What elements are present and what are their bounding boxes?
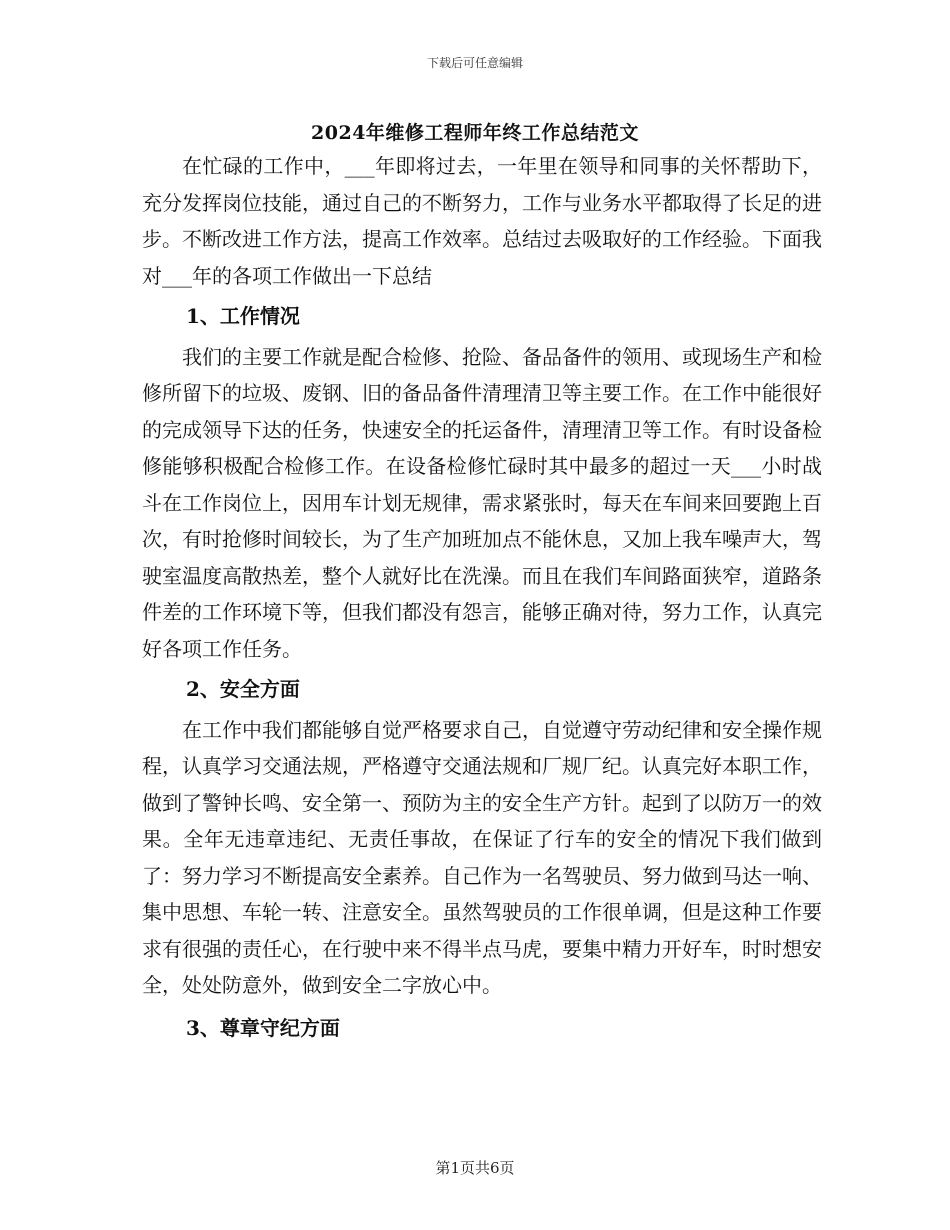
section-heading-discipline: 3、尊章守纪方面 <box>186 1015 340 1040</box>
section-heading-work: 1、工作情况 <box>186 304 300 328</box>
section-body-safety: 在工作中我们都能够自觉严格要求自己，自觉遵守劳动纪律和安全操作规程，认真学习交通法规，严格遵守交通法规和厂规厂纪。认真完好本职工作，做到了警钟长鸣、安全第一、预防为主的安全生产方针。起到了以防万一的效果。全年无违章违纪、无责任事故，在保证了行车的安全的情况下我们做到了：努力学习不断提高安全素养。自己作为一名驾驶员、努力做到马达一响、集中思想、车轮一转、注意安全。虽然驾驶员的工作很单调，但是这种工作要求有很强的责任心，在行驶中来不得半点马虎，要集中精力开好车，时时想安全，处处防意外，做到安全二字放心中。 <box>142 717 822 997</box>
page-number: 第1页共6页 <box>435 1159 515 1177</box>
intro-paragraph: 在忙碌的工作中，___年即将过去，一年里在领导和同事的关怀帮助下，充分发挥岗位技能，通过自己的不断努力，工作与业务水平都取得了长足的进步。不断改进工作方法，提高工作效率。总结过去吸取好的工作经验。下面我对___年的各项工作做出一下总结 <box>142 154 822 288</box>
page-header-note: 下载后可任意编辑 <box>426 56 523 70</box>
section-body-work: 我们的主要工作就是配合检修、抢险、备品备件的领用、或现场生产和检修所留下的垃圾、废钢、旧的备品备件清理清卫等主要工作。在工作中能很好的完成领导下达的任务，快速安全的托运备件，清理清卫等工作。有时设备检修能够积极配合检修工作。在设备检修忙碌时其中最多的超过一天___小时战斗在工作岗位上，因用车计划无规律，需求紧张时，每天在车间来回要跑上百次，有时抢修时间较长，为了生产加班加点不能休息，又加上我车噪声大，驾驶室温度高散热差，整个人就好比在洗澡。而且在我们车间路面狭窄，道路条件差的工作环境下等，但我们都没有怨言，能够正确对待，努力工作，认真完好各项工作任务。 <box>142 344 822 661</box>
section-heading-safety: 2、安全方面 <box>186 677 300 701</box>
document-title: 2024年维修工程师年终工作总结范文 <box>311 122 639 144</box>
document-body <box>142 148 822 1050</box>
